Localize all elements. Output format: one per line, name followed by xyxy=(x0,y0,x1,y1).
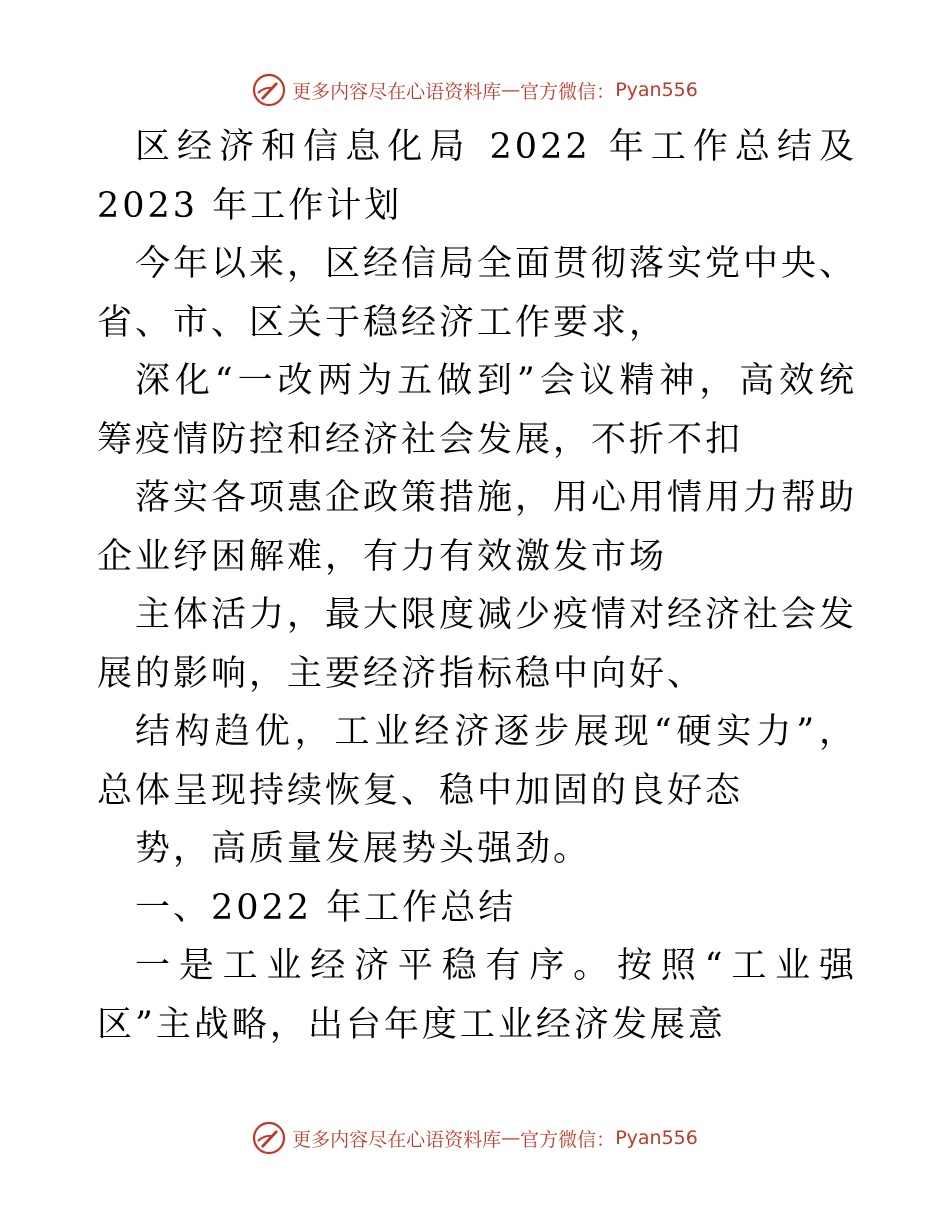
paragraph: 主体活力，最大限度减少疫情对经济社会发展的影响，主要经济指标稳中向好、 xyxy=(97,595,858,694)
section-heading: 一、2022 年工作总结 xyxy=(135,887,517,928)
paragraph: 深化“一改两为五做到”会议精神，高效统筹疫情防控和经济社会发展，不折不扣 xyxy=(97,361,857,460)
banner-wechat-id: Pyan556 xyxy=(615,1127,698,1149)
banner-text: 更多内容尽在心语资料库 xyxy=(292,1128,502,1151)
banner-separator: — xyxy=(501,79,521,101)
quill-logo-icon xyxy=(252,73,286,107)
paragraph: 结构趋优，工业经济逐步展现“硬实力”，总体呈现持续恢复、稳中加固的良好态 xyxy=(97,712,857,811)
banner-text: 更多内容尽在心语资料库 xyxy=(292,80,502,103)
banner-wechat-id: Pyan556 xyxy=(615,79,698,101)
document-title: 区经济和信息化局 2022 年工作总结及 2023 年工作计划 xyxy=(97,127,857,226)
footer-banner xyxy=(0,1118,950,1158)
document-body xyxy=(97,118,857,1054)
paragraph: 今年以来，区经信局全面贯彻落实党中央、省、市、区关于稳经济工作要求， xyxy=(97,244,858,343)
paragraph: 势，高质量发展势头强劲。 xyxy=(135,829,592,869)
paragraph: 落实各项惠企政策措施，用心用情用力帮助企业纾困解难，有力有效激发市场 xyxy=(97,478,858,577)
banner-wechat-label: 官方微信： xyxy=(520,80,616,103)
banner-wechat-label: 官方微信： xyxy=(520,1128,616,1151)
quill-logo-icon xyxy=(252,1121,286,1155)
paragraph: 一是工业经济平稳有序。按照“工业强区”主战略，出台年度工业经济发展意 xyxy=(97,946,857,1045)
banner-separator: — xyxy=(501,1127,521,1149)
header-banner xyxy=(0,70,950,110)
